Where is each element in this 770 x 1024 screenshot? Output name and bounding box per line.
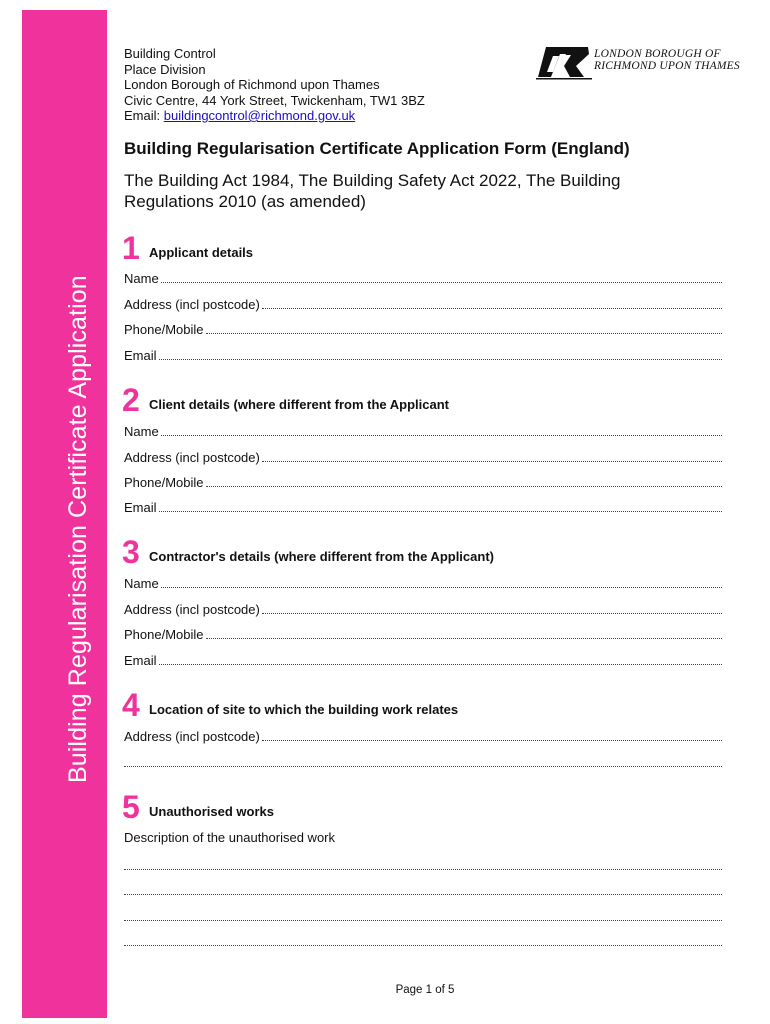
form-subtitle: The Building Act 1984, The Building Safety Act 2022, The Building Regulations 2010 (as amended) <box>124 171 621 211</box>
entry-line <box>124 868 722 870</box>
field-label: Phone/Mobile <box>124 627 204 642</box>
entry-line <box>159 358 722 360</box>
client-address-field[interactable] <box>124 447 722 465</box>
entry-line <box>161 434 722 436</box>
section-title: Location of site to which the building work relates <box>149 702 459 717</box>
section-title: Unauthorised works <box>149 804 274 819</box>
description-line-2[interactable] <box>124 880 722 898</box>
field-label: Email <box>124 653 157 668</box>
contractor-email-field[interactable] <box>124 650 722 668</box>
entry-line <box>161 586 722 588</box>
client-name-field[interactable] <box>124 421 722 439</box>
field-label: Address (incl postcode) <box>124 450 260 465</box>
entry-line <box>206 485 723 487</box>
email-line <box>124 108 425 124</box>
section-number: 4 <box>122 687 140 723</box>
page-number: Page 1 of 5 <box>395 984 455 996</box>
site-address-field[interactable] <box>124 726 722 744</box>
field-label: Address (incl postcode) <box>124 602 260 617</box>
form-title: Building Regularisation Certificate Application Form (England) <box>124 139 630 158</box>
entry-line <box>262 739 722 741</box>
address-line: Civic Centre, 44 York Street, Twickenham, TW1 3BZ <box>124 92 425 108</box>
richmond-logo-icon <box>536 44 592 80</box>
applicant-phone-field[interactable] <box>124 319 722 337</box>
field-label: Address (incl postcode) <box>124 729 260 744</box>
entry-line <box>161 281 722 283</box>
entry-line <box>124 893 722 895</box>
entry-line <box>262 460 722 462</box>
client-phone-field[interactable] <box>124 472 722 490</box>
applicant-address-field[interactable] <box>124 294 722 312</box>
field-label: Email <box>124 500 157 515</box>
email-link[interactable]: buildingcontrol@richmond.gov.uk <box>163 108 356 123</box>
description-line-3[interactable] <box>124 906 722 924</box>
field-label: Name <box>124 271 159 286</box>
header-address <box>124 46 425 124</box>
section-number: 3 <box>122 534 140 570</box>
address-line: Building Control <box>124 46 216 61</box>
section-number: 2 <box>122 382 140 418</box>
section-number: 5 <box>122 789 140 825</box>
description-label: Description of the unauthorised work <box>124 830 336 845</box>
logo-wordmark <box>594 48 740 72</box>
description-line-4[interactable] <box>124 931 722 949</box>
entry-line <box>159 510 722 512</box>
field-label: Phone/Mobile <box>124 322 204 337</box>
field-label: Name <box>124 576 159 591</box>
applicant-name-field[interactable] <box>124 268 722 286</box>
entry-line <box>262 612 722 614</box>
address-line: London Borough of Richmond upon Thames <box>124 77 380 92</box>
section-title: Contractor's details (where different from the Applicant) <box>149 549 494 564</box>
entry-line <box>206 332 723 334</box>
entry-line <box>124 765 722 767</box>
entry-line <box>206 637 723 639</box>
email-label: Email: <box>124 108 164 123</box>
entry-line <box>159 663 722 665</box>
council-logo <box>536 44 740 80</box>
field-label: Name <box>124 424 159 439</box>
section-title: Applicant details <box>149 245 254 260</box>
contractor-name-field[interactable] <box>124 573 722 591</box>
address-line: Place Division <box>124 61 206 77</box>
field-label: Address (incl postcode) <box>124 297 260 312</box>
logo-line: LONDON BOROUGH OF <box>594 48 721 60</box>
entry-line <box>124 944 722 946</box>
entry-line <box>262 307 722 309</box>
sidebar-title: Building Regularisation Certificate Application <box>64 275 92 783</box>
client-email-field[interactable] <box>124 497 722 515</box>
contractor-phone-field[interactable] <box>124 624 722 642</box>
applicant-email-field[interactable] <box>124 345 722 363</box>
field-label: Phone/Mobile <box>124 475 204 490</box>
section-title: Client details (where different from the Applicant <box>149 397 449 412</box>
description-line-1[interactable] <box>124 855 722 873</box>
contractor-address-field[interactable] <box>124 599 722 617</box>
site-address-line-2[interactable] <box>124 752 722 770</box>
logo-line: RICHMOND UPON THAMES <box>594 60 740 72</box>
field-label: Email <box>124 348 157 363</box>
entry-line <box>124 919 722 921</box>
section-number: 1 <box>122 230 140 266</box>
